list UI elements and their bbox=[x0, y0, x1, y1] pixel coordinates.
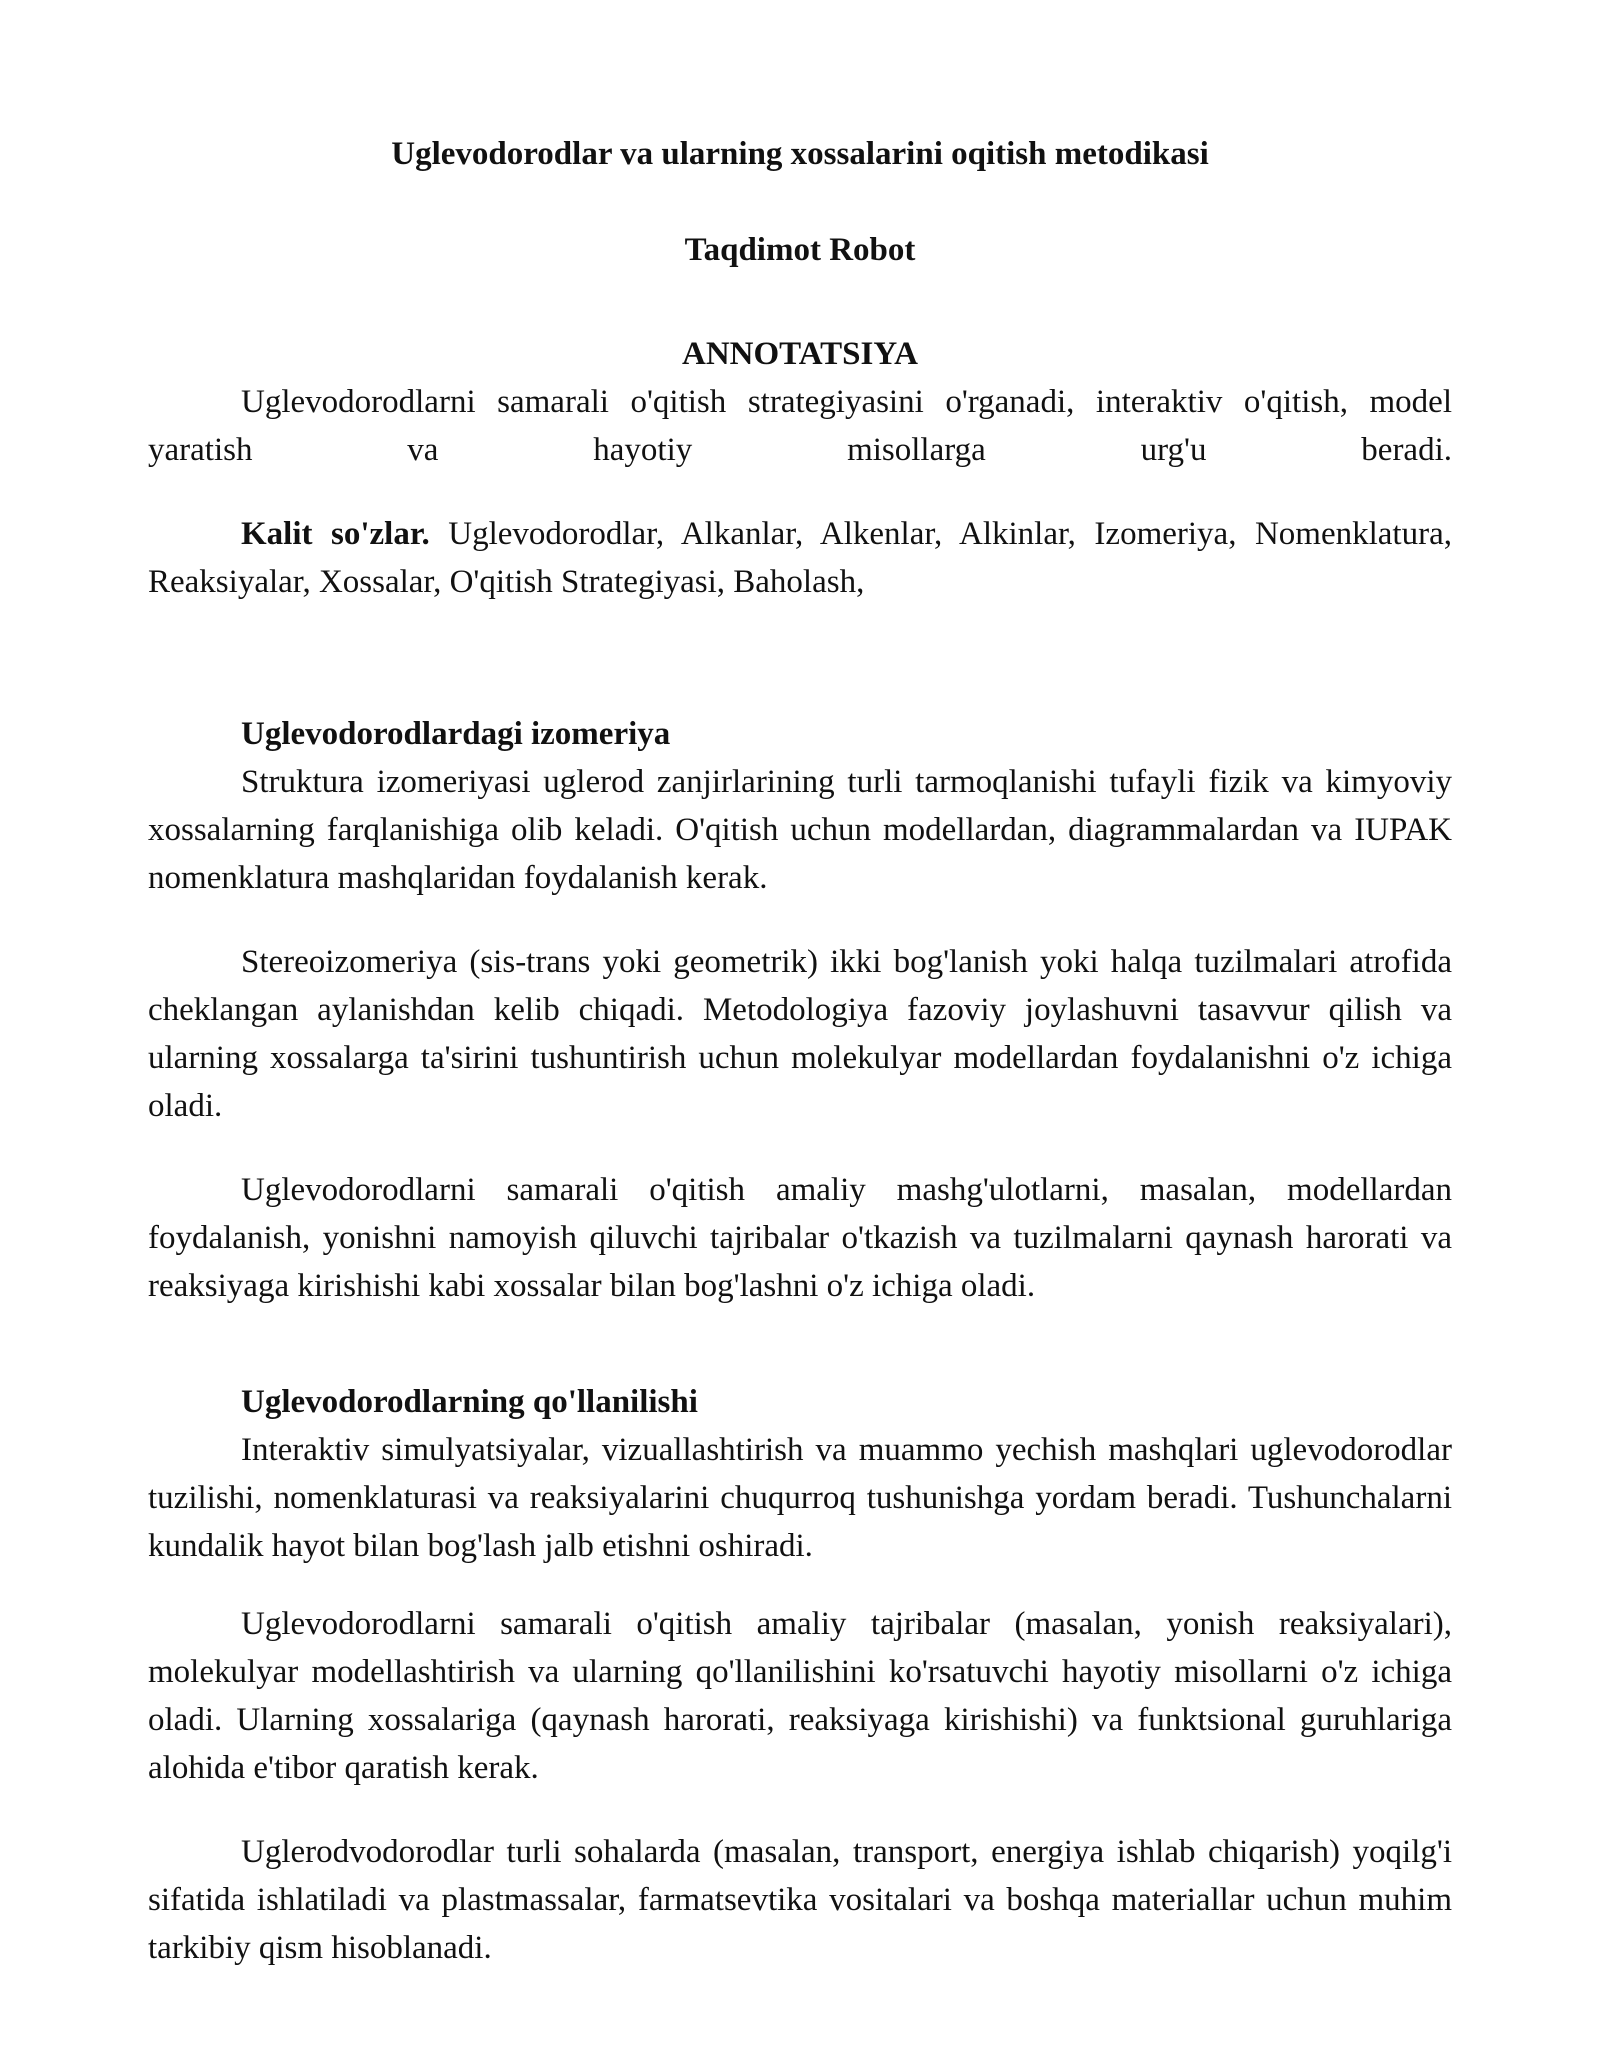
section-applications bbox=[148, 1378, 1452, 1570]
document-title: Uglevodorodlar va ularning xossalarini oqitish metodikasi bbox=[391, 136, 1209, 172]
paragraph-applications-3: Uglerodvodorodlar turli sohalarda (masalan, transport, energiya ishlab chiqarish) yoqilg'i sifatida ishlatiladi va plastmassalar, farmatsevtika vositalari va boshqa materiallar uchun muhim tarkibiy qism hisoblanadi. bbox=[148, 1834, 1452, 1966]
section-heading-applications: Uglevodorodlarning qo'llanilishi bbox=[241, 1384, 698, 1420]
section-heading-isomerism: Uglevodorodlardagi izomeriya bbox=[241, 716, 671, 752]
keywords-paragraph bbox=[148, 510, 1452, 606]
paragraph-applications-1: Interaktiv simulyatsiyalar, vizuallashtirish va muammo yechish mashqlari uglevodorodlar tuzilishi, nomenklaturasi va reaksiyalarini chuqurroq tushunishga yordam beradi. Tushunchalarni kundalik hayot bilan bog'lash jalb etishni oshiradi. bbox=[148, 1432, 1452, 1564]
keywords-label: Kalit so'zlar. bbox=[241, 516, 430, 552]
keywords-text: Uglevodorodlar, Alkanlar, Alkenlar, Alkinlar, Izomeriya, Nomenklatura, Reaksiyalar, Xossalar, O'qitish Strategiyasi, Baholash, bbox=[148, 516, 1452, 600]
section-isomerism bbox=[148, 710, 1452, 902]
paragraph-applications-2: Uglevodorodlarni samarali o'qitish amaliy tajribalar (masalan, yonish reaksiyalari), molekulyar modellashtirish va ularning qo'llanilishini ko'rsatuvchi hayotiy misollarni o'z ichiga oladi. Ularning xossalariga (qaynash harorati, reaksiyaga kirishishi) va funktsional guruhlariga alohida e'tibor qaratish kerak. bbox=[148, 1606, 1452, 1786]
paragraph-block-isomerism-2 bbox=[148, 938, 1452, 1130]
paragraph-block-isomerism-3 bbox=[148, 1166, 1452, 1310]
paragraph-isomerism-1: Struktura izomeriyasi uglerod zanjirlarining turli tarmoqlanishi tufayli fizik va kimyoviy xossalarning farqlanishiga olib keladi. O'qitish uchun modellardan, diagrammalardan va IUPAK nomenklatura mashqlaridan foydalanish kerak. bbox=[148, 764, 1452, 896]
annotation-text: Uglevodorodlarni samarali o'qitish strategiyasini o'rganadi, interaktiv o'qitish, model yaratish va hayotiy misollarga urg'u beradi. bbox=[148, 384, 1452, 468]
paragraph-block-applications-2 bbox=[148, 1600, 1452, 1792]
annotation-heading: ANNOTATSIYA bbox=[682, 336, 918, 372]
annotation-block bbox=[148, 378, 1452, 474]
paragraph-isomerism-2: Stereoizomeriya (sis-trans yoki geometrik) ikki bog'lanish yoki halqa tuzilmalari atrofida cheklangan aylanishdan kelib chiqadi. Metodologiya fazoviy joylashuvni tasavvur qilish va ularning xossalarga ta'sirini tushuntirish uchun molekulyar modellardan foydalanishni o'z ichiga oladi. bbox=[148, 944, 1452, 1124]
document-author: Taqdimot Robot bbox=[684, 232, 916, 268]
paragraph-isomerism-3: Uglevodorodlarni samarali o'qitish amaliy mashg'ulotlarni, masalan, modellardan foydalanish, yonishni namoyish qiluvchi tajribalar o'tkazish va tuzilmalarni qaynash harorati va reaksiyaga kirishishi kabi xossalar bilan bog'lashni o'z ichiga oladi. bbox=[148, 1172, 1452, 1304]
paragraph-block-applications-3 bbox=[148, 1828, 1452, 1972]
keywords-block bbox=[148, 510, 1452, 606]
